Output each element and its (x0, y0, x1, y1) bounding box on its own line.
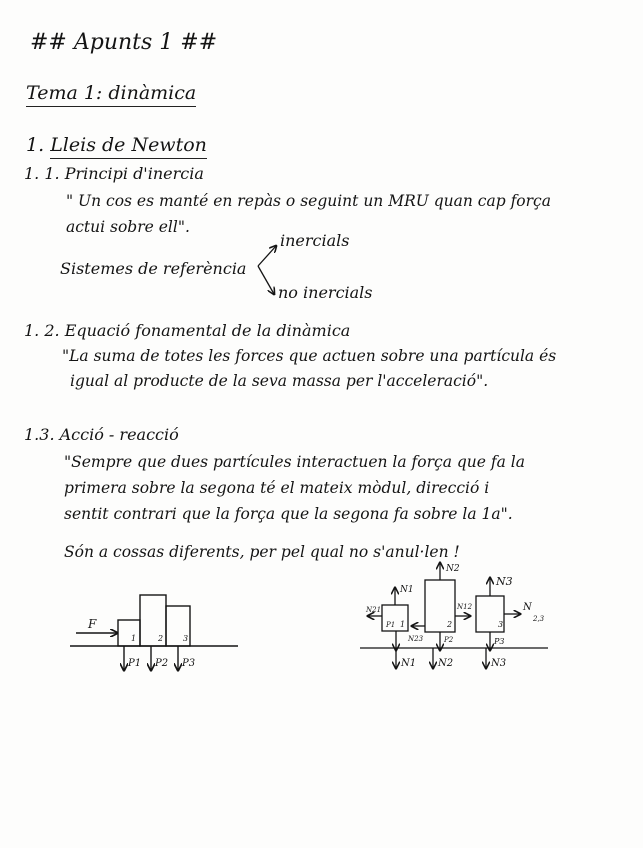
reaction-label-n3: N3 (491, 658, 507, 669)
fbd-weight-label-p3: P3 (494, 637, 505, 646)
weight-label-p3: P3 (182, 658, 196, 669)
fbd-weight-label-p1: P1 (386, 621, 396, 629)
topic-title: Tema 1: dinàmica (26, 82, 196, 107)
section-title: Lleis de Newton (50, 134, 207, 159)
reaction-label-n2: N2 (438, 658, 454, 669)
fbd-block-label-3: 3 (498, 620, 504, 629)
inertial-frames-label: inercials (280, 231, 350, 250)
page-title: ## Apunts 1 ## (30, 30, 218, 55)
contact-label-n12: N12 (457, 603, 473, 611)
subsection-heading-action-reaction: 1.3. Acció - reacció (24, 425, 179, 444)
fundamental-quote-line-1: "La suma de totes les forces que actuen sobre una partícula és (62, 347, 557, 365)
inertia-quote-line-2: actui sobre ell". (66, 218, 190, 236)
section-number: 1. (26, 134, 45, 156)
block-1 (118, 620, 140, 646)
normal-label-n1: N1 (400, 585, 414, 595)
reference-frames-label: Sistemes de referència (60, 259, 247, 278)
normal-label-n3: N3 (496, 575, 513, 588)
action-reaction-quote-line-1: "Sempre que dues partícules interactuen la força que fa la (64, 453, 525, 471)
edge-label-n: N (523, 602, 532, 613)
non-inertial-frames-label: no inercials (278, 283, 373, 302)
subsection-heading-inertia: 1. 1. Principi d'inercia (24, 164, 204, 183)
force-label-f: F (88, 617, 97, 631)
reference-frames-branch (258, 246, 276, 294)
blocks-diagram-left (70, 595, 238, 670)
action-reaction-note: Són a cossas diferents, per pel qual no s'anul·len ! (64, 543, 460, 561)
block-label-3: 3 (183, 634, 189, 643)
weight-label-p2: P2 (155, 658, 169, 669)
fbd-block-label-1: 1 (400, 620, 406, 629)
reaction-label-n1: N1 (401, 658, 417, 669)
free-body-diagram-right (360, 563, 548, 668)
subsection-heading-fundamental-equation: 1. 2. Equació fonamental de la dinàmica (24, 321, 351, 340)
inertia-quote-line-1: " Un cos es manté en repàs o seguint un MRU quan cap força (66, 192, 551, 210)
edge-label-23: 2,3 (533, 615, 545, 623)
action-reaction-quote-line-2: primera sobre la segona té el mateix mòdul, direcció i (64, 479, 490, 497)
action-reaction-quote-line-3: sentit contrari que la força que la segona fa sobre la 1a". (64, 505, 513, 523)
contact-label-n23: N23 (408, 635, 424, 643)
contact-label-n21: N21 (366, 606, 382, 614)
normal-label-n2: N2 (446, 564, 460, 574)
fbd-block-label-2: 2 (447, 620, 453, 629)
weight-label-p1: P1 (128, 658, 142, 669)
block-label-1: 1 (131, 634, 137, 643)
fbd-weight-label-p2: P2 (444, 636, 454, 644)
fundamental-quote-line-2: igual al producte de la seva massa per l'acceleració". (70, 372, 489, 390)
block-label-2: 2 (158, 634, 164, 643)
